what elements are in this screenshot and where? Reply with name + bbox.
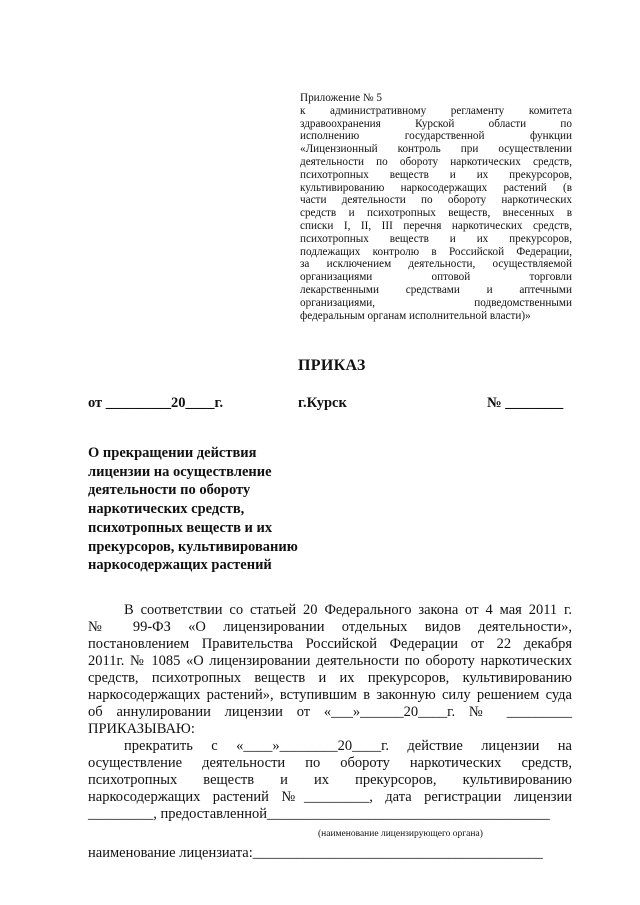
subject-line: прекурсоров, культивированию bbox=[88, 538, 298, 555]
body-line: № 99-ФЗ «О лицензировании отдельных видов деятельности», bbox=[88, 619, 572, 635]
licensee-line: наименование лицензиата:________________________________________ bbox=[88, 845, 543, 861]
appendix-line: списки I, II, III перечня наркотических средств, bbox=[300, 219, 572, 232]
subject-line: психотропных веществ и их bbox=[88, 519, 273, 536]
subject-line: лицензии на осуществление bbox=[88, 463, 272, 480]
body-line: наркосодержащих растений №_________, дата регистрации лицензии bbox=[88, 789, 572, 805]
body-line: осуществление деятельности по обороту наркотических средств, bbox=[88, 755, 572, 771]
body-line: _________, предоставленной_______________________________________ bbox=[88, 806, 550, 822]
appendix-title: Приложение № 5 bbox=[300, 92, 382, 104]
appendix-line: лекарственными средствами и аптечными bbox=[300, 283, 572, 296]
body-line: В соответствии со статьей 20 Федерального закона от 4 мая 2011 г. bbox=[124, 602, 572, 618]
order-city: г.Курск bbox=[298, 395, 347, 411]
appendix-line: подлежащих контролю в Российской Федерации, bbox=[300, 245, 572, 258]
appendix-line: части деятельности по обороту наркотических bbox=[300, 194, 572, 207]
appendix-line: организациями оптовой торговли bbox=[300, 271, 572, 284]
subject-line: О прекращении действия bbox=[88, 445, 257, 461]
order-word: ПРИКАЗЫВАЮ: bbox=[88, 721, 195, 737]
body-line: постановлением Правительства Российской Федерации от 22 декабря bbox=[88, 636, 572, 652]
appendix-line: федеральным органам исполнительной власти)» bbox=[300, 309, 531, 322]
subject-line: наркосодержащих растений bbox=[88, 557, 272, 574]
order-title: ПРИКАЗ bbox=[298, 357, 366, 374]
body-line: об аннулировании лицензии от «___»______20____г. № _________ bbox=[88, 704, 572, 720]
body-line: наркосодержащих растений», вступившим в законную силу решением суда bbox=[88, 687, 572, 703]
appendix-line: к административному регламенту комитета bbox=[300, 104, 572, 117]
appendix-line: психотропных веществ и их прекурсоров, bbox=[300, 232, 572, 245]
body-line: прекратить с «____»________20____г. действие лицензии на bbox=[124, 738, 572, 754]
subject-line: деятельности по обороту bbox=[88, 482, 251, 499]
body-line: средств, психотропных веществ и их прекурсоров, культивированию bbox=[88, 670, 572, 686]
order-number: № ________ bbox=[487, 395, 564, 411]
appendix-line: здравоохранения Курской области по bbox=[300, 117, 572, 130]
body-line: 2011г. № 1085 «О лицензировании деятельности по обороту наркотических bbox=[88, 653, 572, 669]
appendix-line: средств и психотропных веществ, внесенных в bbox=[300, 207, 572, 220]
appendix-line: «Лицензионный контроль при осуществлении bbox=[300, 143, 572, 156]
licensing-authority-caption: (наименование лицензирующего органа) bbox=[318, 829, 483, 839]
order-body bbox=[88, 602, 572, 823]
order-date: от _________20____г. bbox=[88, 395, 224, 411]
appendix-line: психотропных веществ и их прекурсоров, bbox=[300, 168, 572, 181]
order-subject bbox=[88, 444, 298, 575]
appendix-line: за исключением деятельности, осуществляемой bbox=[300, 258, 572, 271]
appendix-line: деятельности по обороту наркотических средств, bbox=[300, 155, 572, 168]
appendix-line: исполнению государственной функции bbox=[300, 130, 572, 143]
appendix-line: культивированию наркосодержащих растений (в bbox=[300, 181, 572, 194]
subject-line: наркотических средств, bbox=[88, 501, 245, 518]
appendix-line: организациями, подведомственными bbox=[300, 296, 572, 309]
body-line: психотропных веществ и их прекурсоров, культивированию bbox=[88, 772, 572, 788]
appendix-block bbox=[300, 92, 572, 322]
